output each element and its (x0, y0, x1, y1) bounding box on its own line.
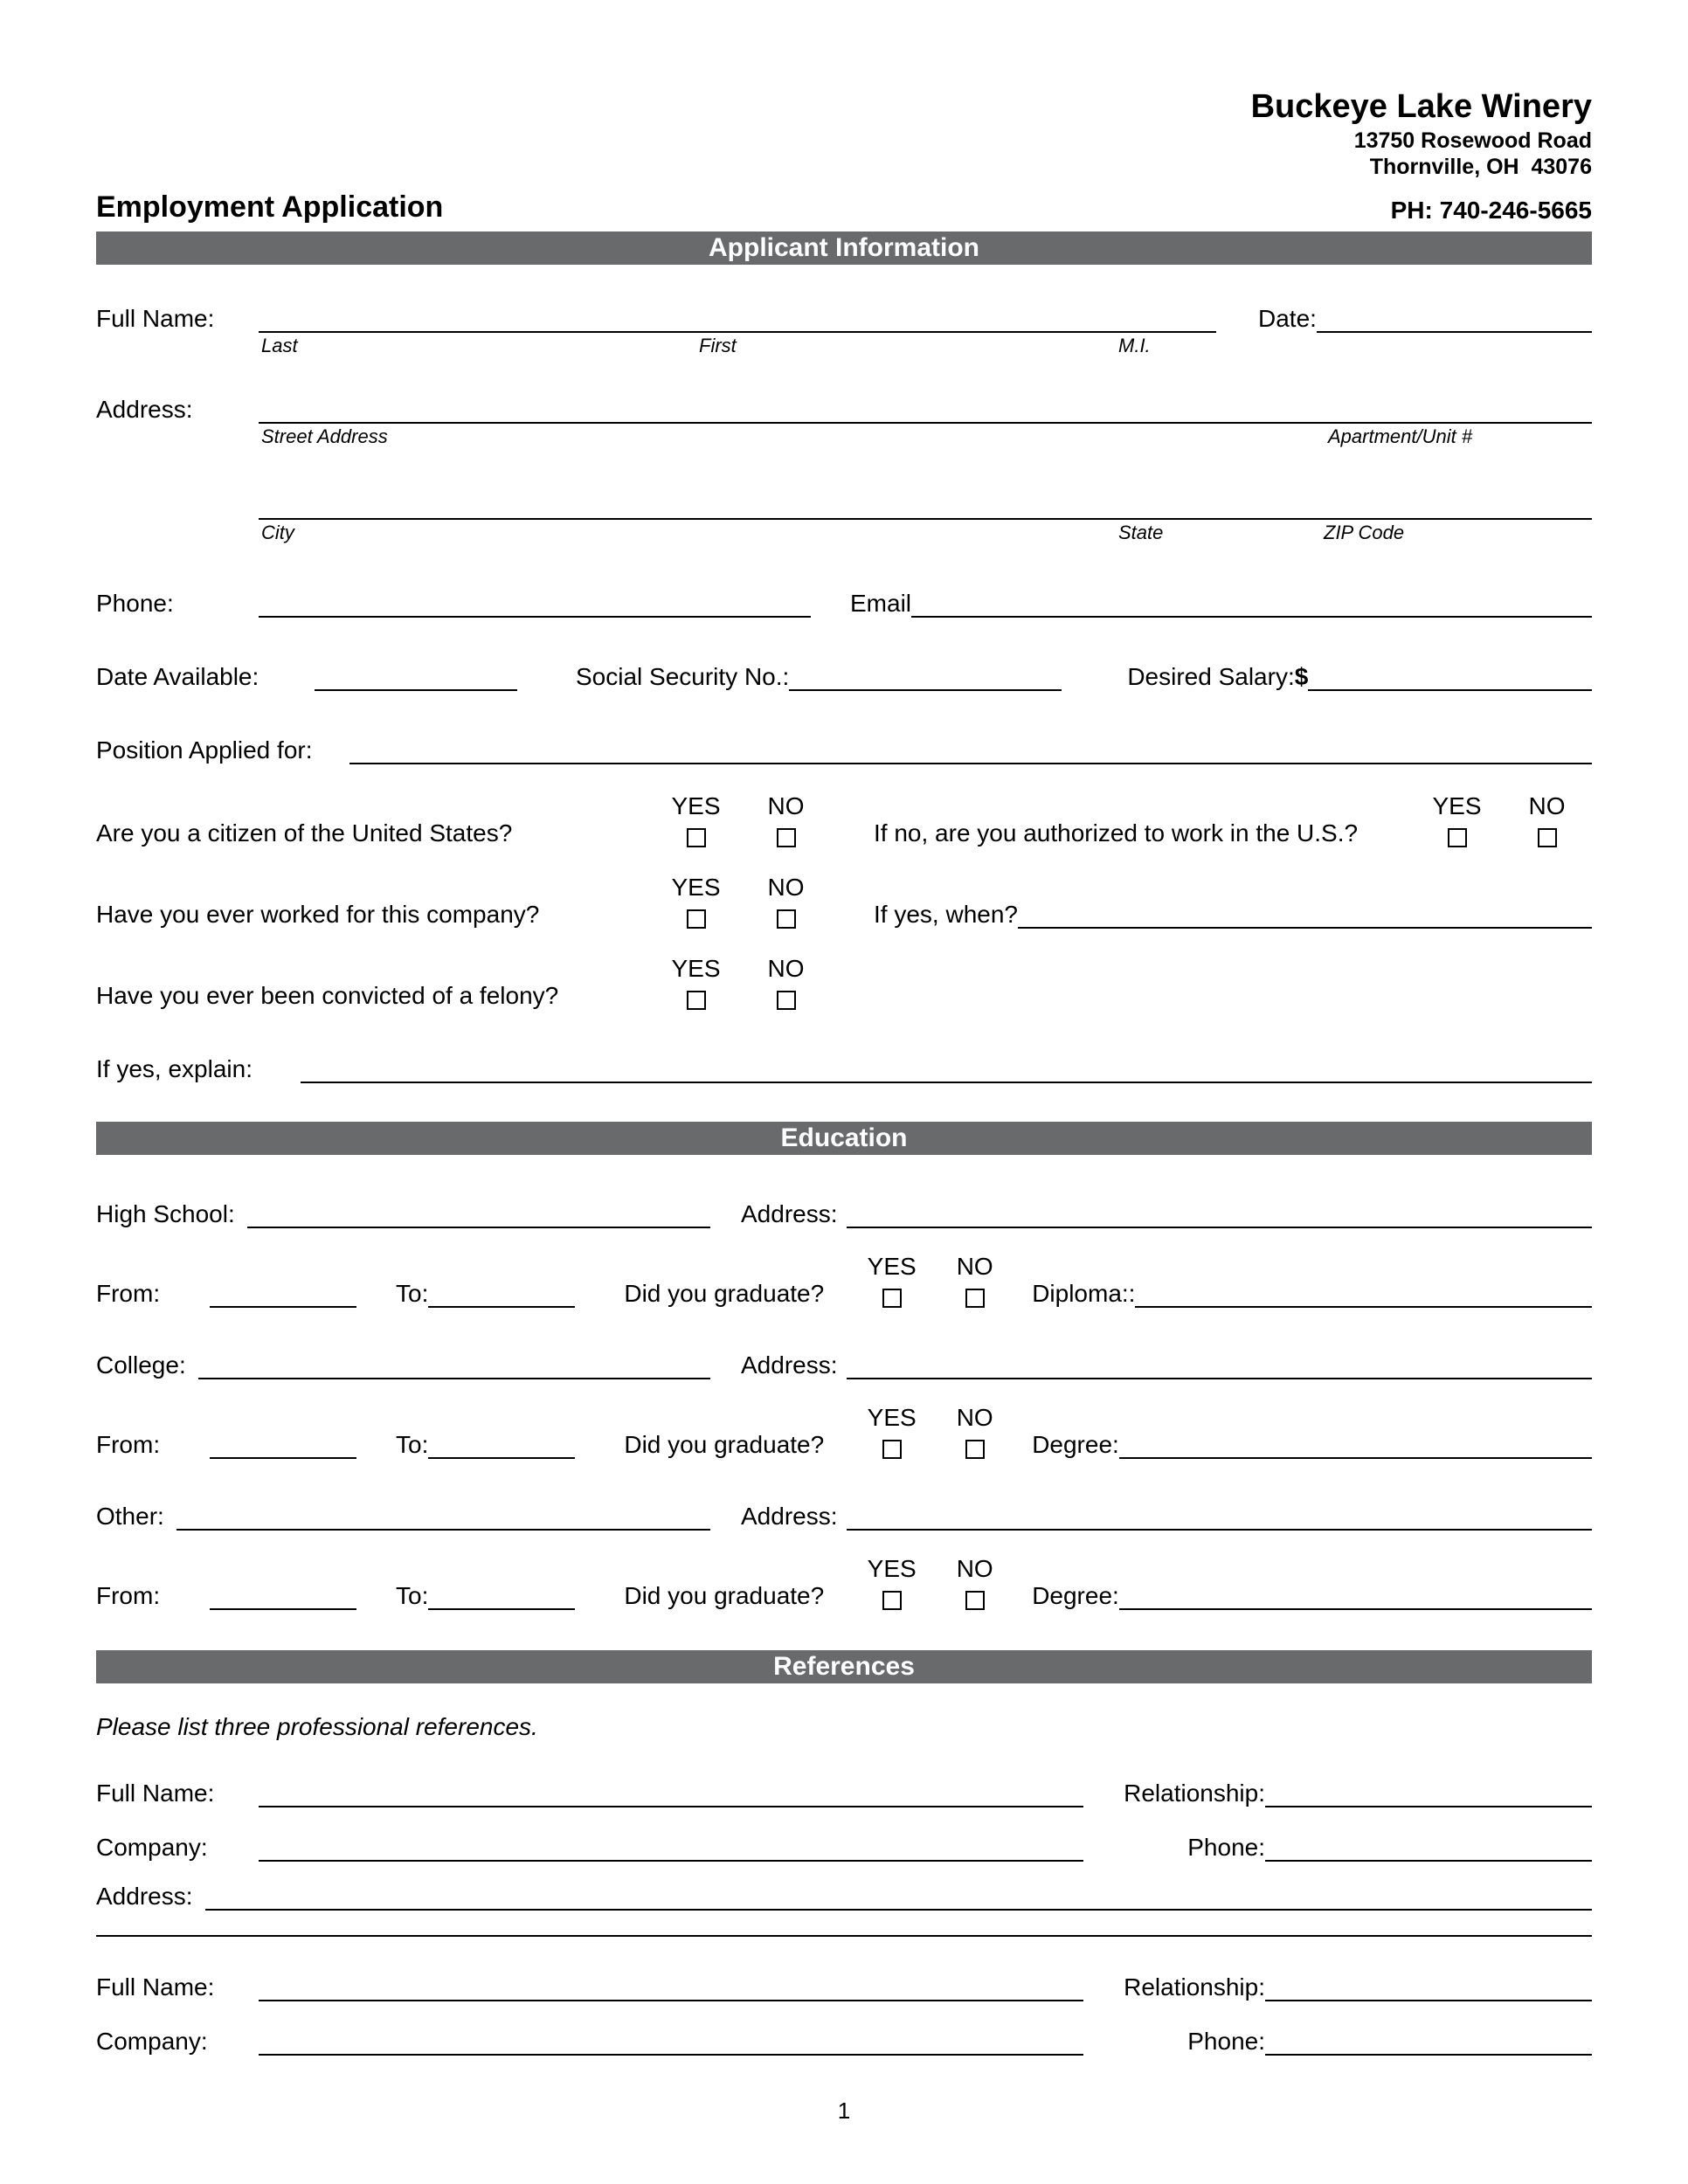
felony-yes-option (651, 955, 741, 1010)
address-row-2 (96, 490, 1592, 520)
ref1-address-row-2 (96, 1912, 1592, 1937)
other-graduate-yes-option (850, 1555, 933, 1610)
ssn-label: Social Security No.: (576, 662, 790, 690)
citizen-question-row (96, 792, 1592, 847)
full-name-label: Full Name: (96, 304, 215, 332)
authorized-question: If no, are you authorized to work in the U.S.? (874, 819, 1359, 847)
hs-diploma-label: Diploma:: (1032, 1279, 1136, 1307)
yes-caption: YES (671, 873, 721, 901)
company-name: Buckeye Lake Winery (1250, 88, 1592, 125)
yes-caption: YES (867, 1403, 917, 1431)
section-header-applicant-information: Applicant Information (96, 232, 1592, 265)
street-address-sublabel: Street Address (261, 425, 388, 447)
other-school-row (96, 1501, 1592, 1531)
hs-to-label: To: (396, 1279, 429, 1307)
other-to-input[interactable] (428, 1580, 575, 1610)
explain-label: If yes, explain: (96, 1054, 253, 1082)
ref2-phone-input[interactable] (1265, 2026, 1592, 2056)
high-school-label: High School: (96, 1199, 235, 1227)
other-graduate-no-option (933, 1555, 1016, 1610)
hs-diploma-input[interactable] (1135, 1278, 1592, 1308)
citizen-question: Are you a citizen of the United States? (96, 819, 513, 847)
ref1-address-row (96, 1881, 1592, 1911)
felony-no-option (741, 955, 831, 1010)
other-degree-label: Degree: (1032, 1581, 1119, 1609)
college-graduate-row (96, 1404, 1592, 1459)
yes-caption: YES (867, 1554, 917, 1582)
other-to-label: To: (396, 1581, 429, 1609)
yes-caption: YES (671, 791, 721, 819)
worked-no-option (741, 874, 831, 929)
ref1-name-row (96, 1778, 1592, 1807)
date-available-label: Date Available: (96, 662, 259, 690)
ref1-relationship-input[interactable] (1265, 1778, 1592, 1807)
street-address-input[interactable] (259, 394, 1592, 424)
authorized-no-option (1502, 792, 1592, 847)
ref1-address-input[interactable] (205, 1881, 1593, 1911)
city-sublabel: City (261, 521, 294, 543)
college-graduate-no-checkbox[interactable] (965, 1440, 985, 1459)
yes-caption: YES (671, 954, 721, 982)
hs-graduate-yes-checkbox[interactable] (882, 1289, 902, 1308)
email-input[interactable] (911, 588, 1592, 618)
college-graduate-yes-checkbox[interactable] (882, 1440, 902, 1459)
ref1-phone-input[interactable] (1265, 1832, 1592, 1862)
section-header-references: References (96, 1650, 1592, 1683)
yes-caption: YES (1432, 791, 1482, 819)
address-row (96, 394, 1592, 424)
full-name-input[interactable] (259, 303, 1216, 333)
no-caption: NO (956, 1554, 993, 1582)
college-address-input[interactable] (847, 1350, 1593, 1379)
felony-yes-checkbox[interactable] (687, 991, 706, 1010)
no-caption: NO (956, 1252, 993, 1280)
other-degree-input[interactable] (1119, 1580, 1592, 1610)
college-degree-label: Degree: (1032, 1430, 1119, 1458)
citizen-yes-option (651, 792, 741, 847)
ref2-relationship-label: Relationship: (1124, 1973, 1265, 2001)
ref1-company-input[interactable] (259, 1832, 1083, 1862)
desired-salary-input[interactable] (1308, 661, 1592, 691)
hs-from-input[interactable] (210, 1278, 356, 1308)
no-caption: NO (956, 1403, 993, 1431)
date-available-input[interactable] (315, 661, 517, 691)
ref2-phone-label: Phone: (1187, 2027, 1265, 2055)
section-header-education: Education (96, 1122, 1592, 1155)
college-graduate-no-option (933, 1404, 1016, 1459)
ref1-relationship-label: Relationship: (1124, 1779, 1265, 1807)
high-school-left (96, 1199, 710, 1228)
full-name-sublabels (96, 333, 1592, 363)
ref1-address-label: Address: (96, 1882, 193, 1910)
felony-question-row (96, 955, 1592, 1010)
college-left (96, 1350, 710, 1379)
authorized-yes-option (1412, 792, 1502, 847)
ref1-company-label: Company: (96, 1833, 208, 1861)
references-intro-row (96, 1713, 1592, 1741)
phone-label: Phone: (96, 589, 174, 617)
company-address-line2: Thornville, OH 43076 (1369, 154, 1592, 179)
address-2-sublabels (96, 520, 1592, 549)
college-name-input[interactable] (198, 1350, 710, 1379)
hs-from-label: From: (96, 1279, 161, 1307)
other-school-label: Other: (96, 1502, 164, 1530)
hs-address-input[interactable] (847, 1199, 1593, 1228)
college-to-input[interactable] (428, 1429, 575, 1459)
college-from-input[interactable] (210, 1429, 356, 1459)
no-caption: NO (767, 954, 805, 982)
zip-sublabel: ZIP Code (1324, 521, 1405, 543)
college-address-label: Address: (741, 1351, 838, 1379)
citizen-no-checkbox[interactable] (777, 828, 796, 847)
high-school-row (96, 1199, 1592, 1228)
ref2-company-row (96, 2026, 1592, 2056)
page-title: Employment Application (96, 190, 444, 224)
ssn-input[interactable] (789, 661, 1062, 691)
ref1-address-line2-input[interactable] (96, 1912, 1592, 1937)
other-name-input[interactable] (176, 1501, 710, 1531)
hs-graduate-no-option (933, 1253, 1016, 1308)
city-state-zip-input[interactable] (259, 490, 1592, 520)
position-input[interactable] (349, 735, 1593, 764)
salary-dollar-prefix: $ (1294, 662, 1309, 690)
company-address-line1: 13750 Rosewood Road (1353, 128, 1592, 153)
authorized-no-checkbox[interactable] (1538, 828, 1557, 847)
hs-to-input[interactable] (428, 1278, 575, 1308)
date-input[interactable] (1317, 303, 1592, 333)
college-to-label: To: (396, 1430, 429, 1458)
position-row (96, 735, 1592, 764)
other-school-left (96, 1501, 710, 1531)
ref2-full-name-input[interactable] (259, 1972, 1083, 2001)
authorized-yes-checkbox[interactable] (1448, 828, 1467, 847)
position-label: Position Applied for: (96, 736, 313, 764)
college-graduate-yes-option (850, 1404, 933, 1459)
apartment-sublabel: Apartment/Unit # (1328, 425, 1473, 447)
no-caption: NO (767, 791, 805, 819)
availability-row (96, 661, 1592, 691)
hs-graduate-yes-option (850, 1253, 933, 1308)
hs-graduate-no-checkbox[interactable] (965, 1289, 985, 1308)
explain-input[interactable] (301, 1054, 1592, 1083)
other-graduate-question: Did you graduate? (624, 1581, 825, 1609)
other-graduate-row (96, 1555, 1592, 1610)
other-from-input[interactable] (210, 1580, 356, 1610)
state-sublabel: State (1118, 521, 1164, 543)
no-caption: NO (1528, 791, 1566, 819)
worked-yes-option (651, 874, 741, 929)
ref2-company-input[interactable] (259, 2026, 1083, 2056)
college-label: College: (96, 1351, 186, 1379)
company-info (96, 87, 1592, 180)
ref2-company-label: Company: (96, 2027, 208, 2055)
high-school-graduate-row (96, 1253, 1592, 1308)
other-from-label: From: (96, 1581, 161, 1609)
other-address-input[interactable] (847, 1501, 1593, 1531)
first-sublabel: First (699, 334, 737, 356)
no-caption: NO (767, 873, 805, 901)
ref1-full-name-input[interactable] (259, 1778, 1083, 1807)
other-graduate-no-checkbox[interactable] (965, 1591, 985, 1610)
phone-input[interactable] (259, 588, 811, 618)
citizen-no-option (741, 792, 831, 847)
worked-question: Have you ever worked for this company? (96, 900, 540, 928)
last-sublabel: Last (261, 334, 298, 356)
college-row (96, 1350, 1592, 1379)
other-address-label: Address: (741, 1502, 838, 1530)
worked-question-row (96, 874, 1592, 929)
hs-address-label: Address: (741, 1199, 838, 1227)
references-intro: Please list three professional references. (96, 1712, 538, 1740)
ref1-company-row (96, 1832, 1592, 1862)
college-graduate-question: Did you graduate? (624, 1430, 825, 1458)
ref2-relationship-input[interactable] (1265, 1972, 1592, 2001)
company-phone: PH: 740-246-5665 (1390, 196, 1592, 224)
felony-no-checkbox[interactable] (777, 991, 796, 1010)
other-graduate-yes-checkbox[interactable] (882, 1591, 902, 1610)
address-sublabels (96, 424, 1592, 453)
yes-caption: YES (867, 1252, 917, 1280)
desired-salary-label: Desired Salary: (1127, 662, 1295, 690)
ref1-phone-label: Phone: (1187, 1833, 1265, 1861)
hs-name-input[interactable] (247, 1199, 710, 1228)
title-row (96, 190, 1592, 225)
college-degree-input[interactable] (1119, 1429, 1592, 1459)
ref2-name-row (96, 1972, 1592, 2001)
date-label: Date: (1258, 304, 1317, 332)
hs-graduate-question: Did you graduate? (624, 1279, 825, 1307)
worked-no-checkbox[interactable] (777, 909, 796, 929)
worked-yes-checkbox[interactable] (687, 909, 706, 929)
explain-row (96, 1054, 1592, 1083)
worked-when-input[interactable] (1018, 899, 1592, 929)
ref2-full-name-label: Full Name: (96, 1973, 215, 2001)
felony-question: Have you ever been convicted of a felony? (96, 981, 559, 1009)
email-label: Email (850, 589, 912, 617)
when-label: If yes, when? (874, 900, 1018, 928)
citizen-yes-checkbox[interactable] (687, 828, 706, 847)
address-label: Address: (96, 395, 193, 423)
college-from-label: From: (96, 1430, 161, 1458)
mi-sublabel: M.I. (1118, 334, 1151, 356)
page-number: 1 (837, 2097, 851, 2124)
phone-email-row (96, 588, 1592, 618)
ref1-full-name-label: Full Name: (96, 1779, 215, 1807)
full-name-row (96, 303, 1592, 333)
